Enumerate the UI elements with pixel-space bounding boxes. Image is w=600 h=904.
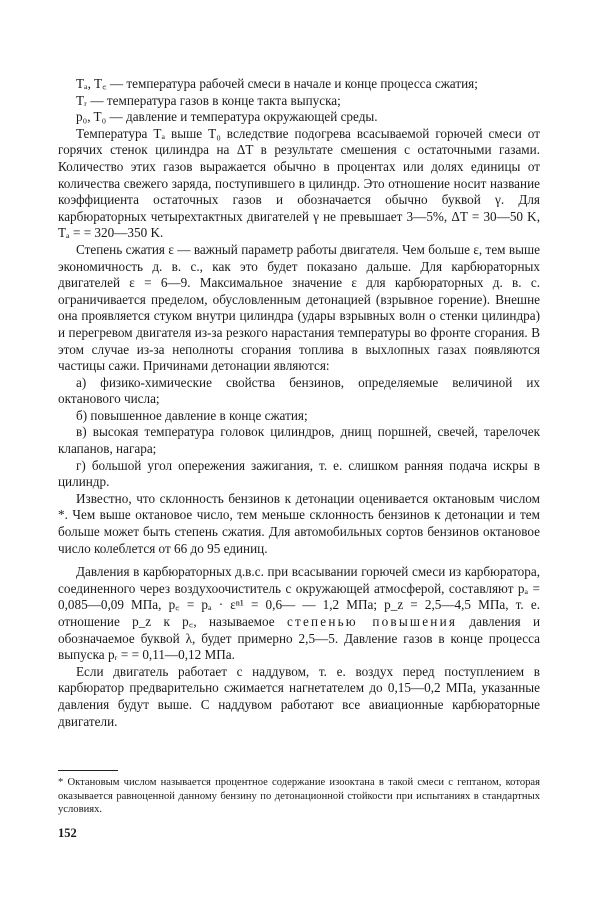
paragraph-supercharging: Если двигатель работает с наддувом, т. е. воздух перед поступлением в карбюратор предварительно сжимается нагнетателем до 0,15—0,2 МПа, указанные давления будут выше. С наддувом работают все авиационные карбюраторные двигатели. bbox=[58, 663, 540, 729]
list-item: в) высокая температура головок цилиндров, днищ поршней, свечей, тарелочек клапанов, нагара; bbox=[58, 424, 540, 457]
footnote: * Октановым числом называется процентное содержание изооктана в такой смеси с гептаном, которая оказывается равноценной данному бензину по детонационной стойкости при испытаниях в стандартных условиях. bbox=[58, 777, 540, 816]
spaced-term: степенью повышения bbox=[286, 614, 458, 629]
paragraph-temperature: Температура Tₐ выше T₀ вследствие подогрева всасываемой горючей смеси от горячих стенок цилиндра на ΔT в результате смешения с остаточными газами. Количество этих газов выражается обычно в процентах или долях единицы от количества свежего заряда, поступившего в цилиндр. Это отношение носит название коэффициента остаточных газов и обозначается обычно буквой γ. Для карбюраторных четырехтактных двигателей γ не превышает 3—5%, ΔT = 30—50 K, Tₐ = = 320—350 K. bbox=[58, 125, 540, 241]
paragraph-pressures bbox=[58, 564, 540, 664]
list-item: а) физико-химические свойства бензинов, определяемые величиной их октанового числа; bbox=[58, 374, 540, 407]
pressures-text-b: давления и обозначаемое буквой λ, будет примерно 2,5—5. Давление газов в конце процесса выпуска pᵣ = = 0,11—0,12 МПа. bbox=[58, 614, 541, 663]
paragraph-compression-ratio: Степень сжатия ε — важный параметр работы двигателя. Чем больше ε, тем выше экономичность д. в. с., как это будет показано дальше. Для карбюраторных двигателей ε = 6—9. Максимальное значение ε для карбюраторных д. в. с. ограничивается пределом, обусловленным детонацией (взрывное горение). Внешне она проявляется стуком внутри цилиндра (удары взрывных волн о стенки цилиндра) и перегревом двигателя из-за резкого нарастания температуры во фронте сгорания. В этом случае из-за неполноты сгорания топлива в выхлопных газах появляются частицы сажи. Причинами детонации являются: bbox=[58, 241, 540, 374]
list-item: г) большой угол опережения зажигания, т. е. слишком ранняя подача искры в цилиндр. bbox=[58, 457, 540, 490]
pressures-text-a: Давления в карбюраторных д.в.с. при всасывании горючей смеси из карбюратора, соединенного через воздухоочиститель с окружающей атмосферой, составляют pₐ = 0,085—0,09 МПа, p꜀ = pₐ · εⁿ¹ = 0,6— — 1,2 МПа; p_z = 2,5—4,5 МПа, т. е. отношение p_z к p꜀, называемое bbox=[58, 564, 540, 629]
page-body bbox=[58, 76, 540, 730]
definition-line: Tₐ, T꜀ — температура рабочей смеси в начале и конце процесса сжатия; bbox=[76, 76, 478, 91]
footnote-rule bbox=[58, 770, 118, 771]
list-item: б) повышенное давление в конце сжатия; bbox=[76, 407, 308, 423]
definition-line: p₀, T₀ — давление и температура окружающей среды. bbox=[76, 109, 378, 125]
page-number: 152 bbox=[58, 826, 77, 840]
paragraph-octane: Известно, что склонность бензинов к детонации оценивается октановым числом *. Чем выше октановое число, тем меньше склонность бензинов к детонации и тем больше может быть степень сжатия. Для автомобильных сортов бензинов октановое число колеблется от 66 до 95 единиц. bbox=[58, 490, 540, 556]
definition-line: Tᵣ — температура газов в конце такта выпуска; bbox=[76, 92, 341, 108]
